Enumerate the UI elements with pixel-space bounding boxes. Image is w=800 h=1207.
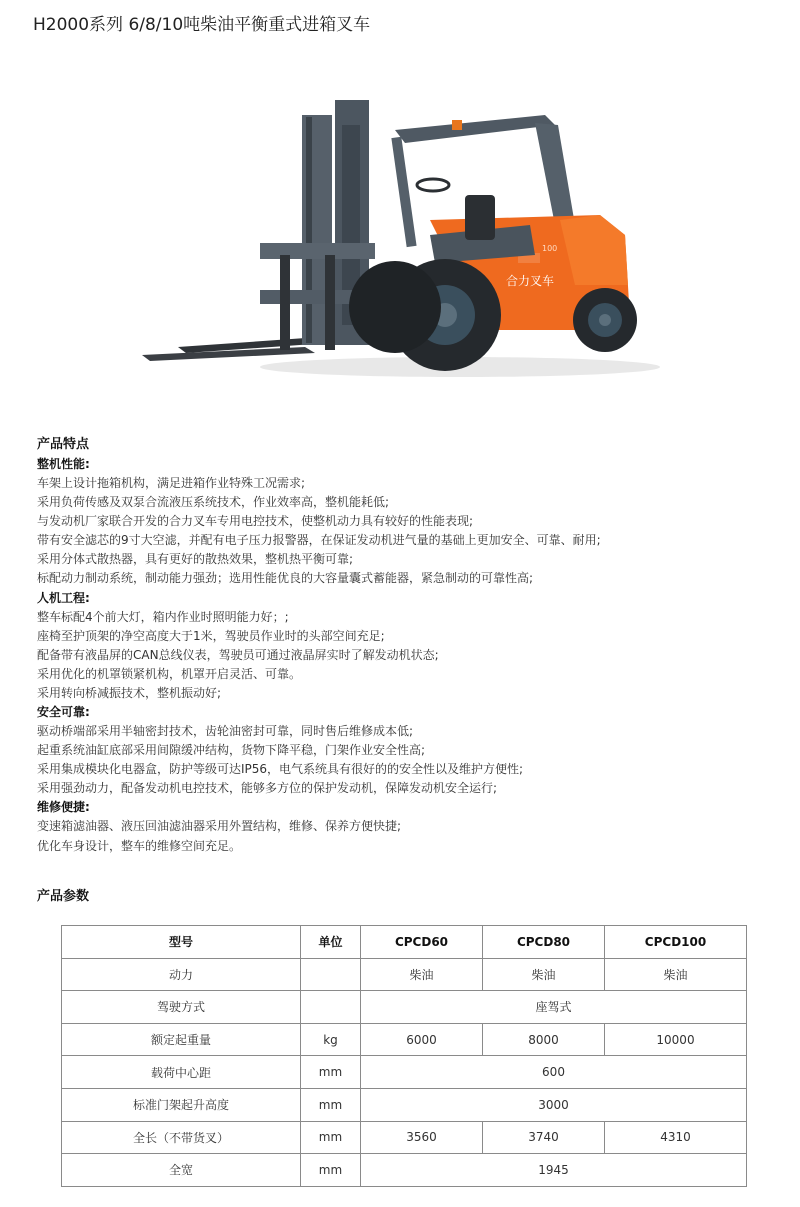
header-cell: CPCD80 bbox=[483, 926, 605, 959]
model-badge: 100 bbox=[542, 244, 558, 253]
feature-line: 驱动桥端部采用半轴密封技术，齿轮油密封可靠，同时售后维修成本低; bbox=[37, 724, 414, 739]
header-cell: CPCD100 bbox=[605, 926, 747, 959]
feature-line: 起重系统油缸底部采用间隙缓冲结构，货物下降平稳，门架作业安全性高; bbox=[37, 743, 426, 758]
param-name: 载荷中心距 bbox=[62, 1056, 301, 1089]
table-row bbox=[62, 958, 747, 991]
params-table bbox=[61, 925, 747, 1187]
param-value: 3740 bbox=[483, 1121, 605, 1154]
page-title: H2000系列 6/8/10吨柴油平衡重式进箱叉车 bbox=[33, 15, 371, 35]
section-title: 整机性能: bbox=[37, 457, 90, 471]
feature-line: 变速箱滤油器、液压回油滤油器采用外置结构，维修、保养方便快捷; bbox=[37, 819, 402, 834]
param-name: 标准门架起升高度 bbox=[62, 1088, 301, 1121]
param-unit: mm bbox=[301, 1056, 361, 1089]
table-row bbox=[62, 1023, 747, 1056]
feature-line: 带有安全滤芯的9寸大空滤，并配有电子压力报警器，在保证发动机进气量的基础上更加安全、可靠、耐用; bbox=[37, 533, 601, 548]
param-value: 柴油 bbox=[605, 958, 747, 991]
table-row bbox=[62, 1121, 747, 1154]
feature-line: 采用优化的机罩锁紧机构，机罩开启灵活、可靠。 bbox=[37, 666, 302, 681]
feature-line: 采用负荷传感及双泵合流液压系统技术，作业效率高，整机能耗低; bbox=[37, 495, 390, 510]
forklift-image bbox=[130, 85, 670, 395]
brand-label: 合力叉车 bbox=[506, 274, 555, 288]
param-unit: mm bbox=[301, 1154, 361, 1187]
section-title: 安全可靠: bbox=[37, 705, 90, 720]
param-value: 6000 bbox=[361, 1023, 483, 1056]
feature-line: 整车标配4个前大灯，箱内作业时照明能力好；; bbox=[37, 609, 289, 624]
param-name: 驾驶方式 bbox=[62, 991, 301, 1024]
header-cell: 型号 bbox=[62, 926, 301, 959]
feature-line: 标配动力制动系统，制动能力强劲；选用性能优良的大容量囊式蓄能器，紧急制动的可靠性高; bbox=[37, 571, 534, 586]
param-value: 柴油 bbox=[361, 958, 483, 991]
param-name: 动力 bbox=[62, 958, 301, 991]
param-unit bbox=[301, 991, 361, 1024]
features-heading: 产品特点 bbox=[37, 437, 90, 452]
param-unit: mm bbox=[301, 1088, 361, 1121]
param-name: 额定起重量 bbox=[62, 1023, 301, 1056]
param-value: 柴油 bbox=[483, 958, 605, 991]
header-cell: 单位 bbox=[301, 926, 361, 959]
param-unit: kg bbox=[301, 1023, 361, 1056]
feature-line: 采用转向桥减振技术，整机振动好; bbox=[37, 685, 222, 700]
param-name: 全长（不带货叉） bbox=[62, 1121, 301, 1154]
section-title: 人机工程: bbox=[37, 590, 90, 605]
param-unit: mm bbox=[301, 1121, 361, 1154]
section-title: 维修便捷: bbox=[37, 800, 90, 815]
table-row bbox=[62, 991, 747, 1024]
table-row bbox=[62, 1154, 747, 1187]
feature-line: 与发动机厂家联合开发的合力叉车专用电控技术，使整机动力具有较好的性能表现; bbox=[37, 514, 474, 529]
param-value: 1945 bbox=[361, 1154, 747, 1187]
param-value: 3560 bbox=[361, 1121, 483, 1154]
feature-line: 优化车身设计，整车的维修空间充足。 bbox=[37, 838, 242, 853]
table-row bbox=[62, 1088, 747, 1121]
param-value: 3000 bbox=[361, 1088, 747, 1121]
param-value: 600 bbox=[361, 1056, 747, 1089]
table-header-row bbox=[62, 926, 747, 959]
feature-line: 采用集成模块化电器盒，防护等级可达IP56，电气系统具有很好的的安全性以及维护方便性; bbox=[37, 762, 524, 777]
features-section bbox=[37, 435, 777, 856]
param-value: 座驾式 bbox=[361, 991, 747, 1024]
feature-line: 采用强劲动力，配备发动机电控技术，能够多方位的保护发动机，保障发动机安全运行; bbox=[37, 781, 498, 796]
feature-line: 车架上设计拖箱机构，满足进箱作业特殊工况需求; bbox=[37, 476, 306, 490]
param-value: 8000 bbox=[483, 1023, 605, 1056]
feature-line: 采用分体式散热器，具有更好的散热效果，整机热平衡可靠; bbox=[37, 552, 354, 567]
params-heading: 产品参数 bbox=[37, 889, 90, 904]
param-value: 10000 bbox=[605, 1023, 747, 1056]
param-value: 4310 bbox=[605, 1121, 747, 1154]
table-row bbox=[62, 1056, 747, 1089]
feature-line: 配备带有液晶屏的CAN总线仪表，驾驶员可通过液晶屏实时了解发动机状态; bbox=[37, 647, 439, 662]
feature-line: 座椅至护顶架的净空高度大于1米，驾驶员作业时的头部空间充足; bbox=[37, 628, 385, 643]
header-cell: CPCD60 bbox=[361, 926, 483, 959]
param-unit bbox=[301, 958, 361, 991]
param-name: 全宽 bbox=[62, 1154, 301, 1187]
